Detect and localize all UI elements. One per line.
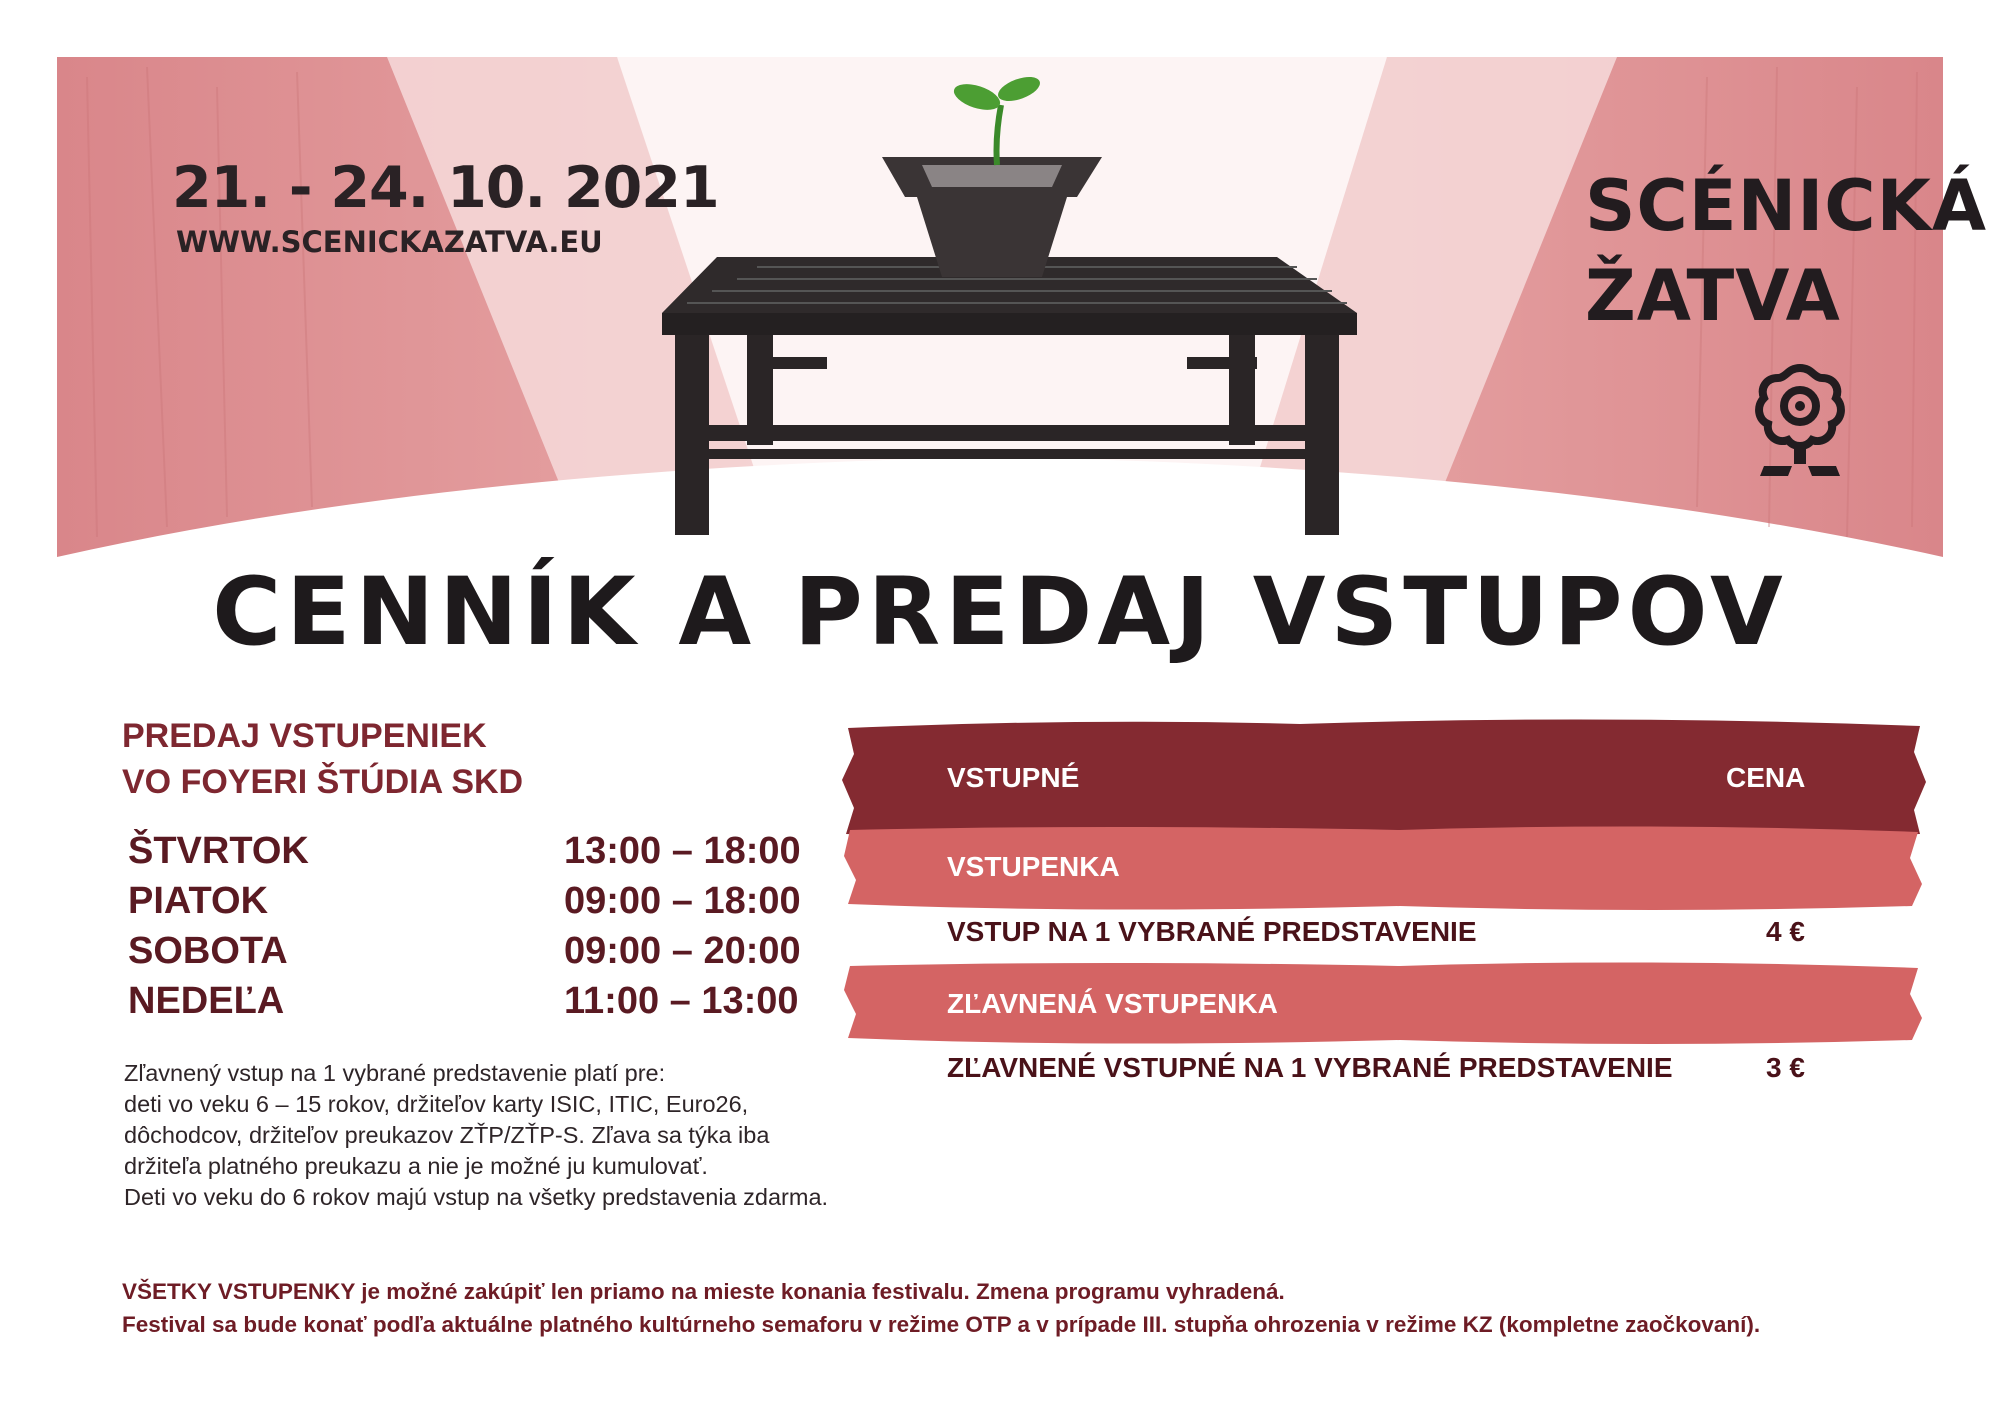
sale-heading-line2: VO FOYERI ŠTÚDIA SKD: [122, 763, 524, 801]
hours-time: 09:00 – 18:00: [564, 880, 801, 922]
hours-day: NEDEĽA: [128, 980, 285, 1022]
hours-time: 09:00 – 20:00: [564, 930, 801, 972]
festival-dates: 21. - 24. 10. 2021: [172, 155, 719, 221]
ticket-row-price: 4 €: [1766, 916, 1805, 947]
main-title: CENNÍK A PREDAJ VSTUPOV: [212, 558, 1788, 667]
hours-day: ŠTVRTOK: [128, 830, 309, 872]
hours-time: 11:00 – 13:00: [564, 980, 799, 1022]
table-header-label: VSTUPNÉ: [947, 762, 1080, 793]
logo-text-line2: ŽATVA: [1585, 255, 1841, 337]
discount-note-line: deti vo veku 6 – 15 rokov, držiteľov karty ISIC, ITIC, Euro26,: [124, 1091, 749, 1117]
ticket-row-label: VSTUP NA 1 VYBRANÉ PREDSTAVENIE: [947, 916, 1477, 947]
discount-section-title: ZĽAVNENÁ VSTUPENKA: [947, 988, 1278, 1019]
festival-website-link[interactable]: WWW.SCENICKAZATVA.EU: [176, 225, 603, 259]
footer-notice: [122, 1275, 1922, 1341]
discount-row-price: 3 €: [1766, 1052, 1805, 1083]
hours-day: PIATOK: [128, 880, 269, 922]
sale-heading-line1: PREDAJ VSTUPENIEK: [122, 717, 487, 755]
table-header-price: CENA: [1726, 762, 1806, 793]
discount-note-line: Zľavnený vstup na 1 vybrané predstavenie platí pre:: [124, 1060, 666, 1086]
discount-note-line: Deti vo veku do 6 rokov majú vstup na všetky predstavenia zdarma.: [124, 1184, 829, 1210]
ticket-section-title: VSTUPENKA: [947, 851, 1120, 882]
hours-time: 13:00 – 18:00: [564, 830, 801, 872]
footer-line2: Festival sa bude konať podľa aktuálne platného kultúrneho semaforu v režime OTP a v prípade III. stupňa ohrozenia v režime KZ (kompletne zaočkovaní).: [122, 1312, 1761, 1337]
discount-row-label: ZĽAVNENÉ VSTUPNÉ NA 1 VYBRANÉ PREDSTAVENIE: [947, 1052, 1673, 1083]
discount-note-line: dôchodcov, držiteľov preukazov ZŤP/ZŤP-S. Zľava sa týka iba: [124, 1122, 770, 1148]
hours-day: SOBOTA: [128, 930, 288, 972]
discount-note-line: držiteľa platného preukazu a nie je možné ju kumulovať.: [124, 1153, 708, 1179]
logo-text-line1: SCÉNICKÁ: [1585, 165, 1988, 247]
footer-line1: VŠETKY VSTUPENKY je možné zakúpiť len priamo na mieste konania festivalu. Zmena programu vyhradená.: [122, 1279, 1285, 1304]
